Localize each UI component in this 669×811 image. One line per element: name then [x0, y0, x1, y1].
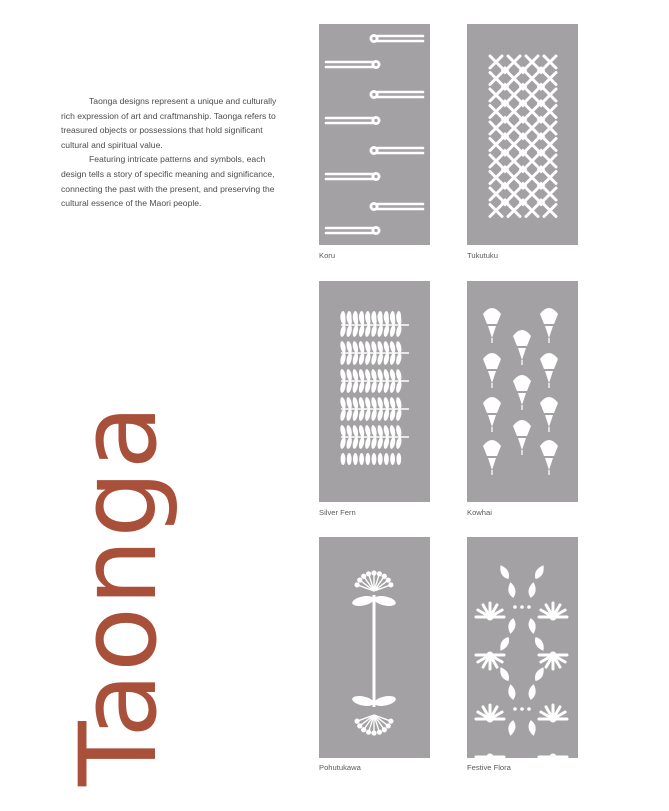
design-caption-koru: Koru: [319, 251, 336, 260]
festive-flora-pattern-icon: [467, 537, 578, 758]
design-caption-silver-fern: Silver Fern: [319, 508, 356, 517]
design-panel-silver-fern: [319, 281, 430, 502]
design-caption-festive-flora: Festive Flora: [467, 763, 511, 772]
design-panel-festive-flora: [467, 537, 578, 758]
intro-text: [61, 94, 279, 211]
design-panel-tukutuku: [467, 24, 578, 245]
pohutukawa-pattern-icon: [319, 537, 430, 758]
kowhai-pattern-icon: [467, 281, 578, 502]
design-caption-kowhai: Kowhai: [467, 508, 492, 517]
intro-paragraph-1: Taonga designs represent a unique and culturally rich expression of art and craftmanship. Taonga refers to treasured objects or possessions that hold significant cultural and spiritual value.: [61, 96, 277, 150]
tukutuku-pattern-icon: [467, 24, 578, 245]
silver-fern-pattern-icon: [319, 281, 430, 502]
design-panel-koru: [319, 24, 430, 245]
design-panel-pohutukawa: [319, 537, 430, 758]
koru-pattern-icon: [319, 24, 430, 245]
design-caption-tukutuku: Tukutuku: [467, 251, 498, 260]
design-caption-pohutukawa: Pohutukawa: [319, 763, 361, 772]
page-title: Taonga: [57, 403, 180, 786]
intro-paragraph-2: Featuring intricate patterns and symbols, each design tells a story of specific meaning and significance, connecting the past with the present, and preserving the cultural essence of the Maori people.: [61, 154, 275, 209]
design-panel-kowhai: [467, 281, 578, 502]
